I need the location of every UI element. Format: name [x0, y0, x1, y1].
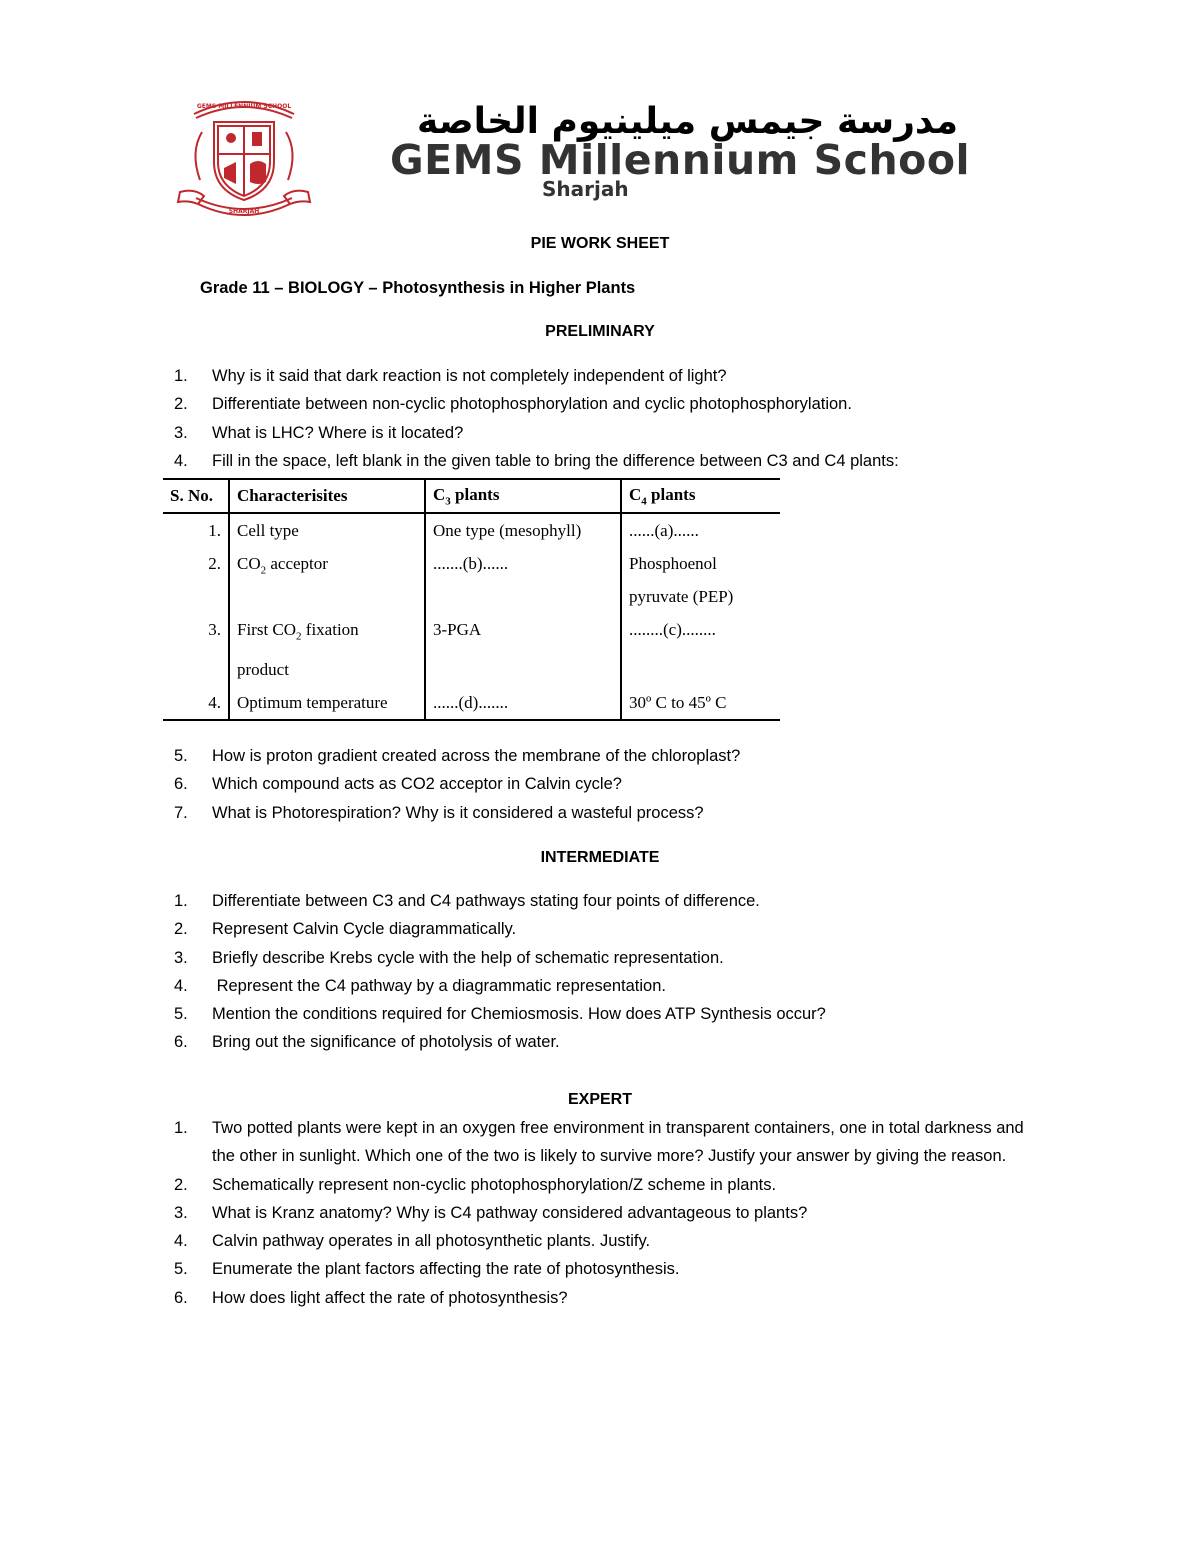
question-text: How does light affect the rate of photosynthesis?: [212, 1288, 568, 1307]
list-item: [170, 799, 1070, 827]
question-text: Fill in the space, left blank in the given table to bring the difference between C3 and C4 plants:: [212, 451, 899, 470]
list-item: [170, 1000, 1070, 1028]
question-number: 7.: [174, 803, 188, 822]
column-header-c4: $C_4$ plants: [621, 479, 780, 513]
question-text: Mention the conditions required for Chemiosmosis. How does ATP Synthesis occur?: [212, 1005, 826, 1024]
table-row: [163, 513, 780, 547]
question-number: 3.: [174, 948, 188, 967]
list-item: [170, 1171, 1050, 1199]
column-header-characteristics: Characterisites: [229, 479, 425, 513]
cell-c3: ......(d).......: [425, 686, 621, 720]
cell-sno: 4.: [163, 686, 229, 720]
question-text: Represent Calvin Cycle diagrammatically.: [212, 920, 517, 939]
table-row: [163, 686, 780, 720]
cell-characteristic: Optimum temperature: [229, 686, 425, 720]
cell-sno: 2.: [208, 554, 221, 573]
list-item: [170, 972, 1070, 1000]
question-text: Which compound acts as CO2 acceptor in Calvin cycle?: [212, 775, 622, 794]
cell-characteristic: $CO_2$ acceptor: [229, 547, 425, 613]
question-text: Schematically represent non-cyclic photophosphorylation/Z scheme in plants.: [212, 1175, 777, 1194]
question-number: 6.: [174, 775, 188, 794]
subject-line: Grade 11 – BIOLOGY – Photosynthesis in Higher Plants: [200, 279, 636, 297]
question-text: Briefly describe Krebs cycle with the help of schematic representation.: [212, 948, 724, 967]
question-text: What is LHC? Where is it located?: [212, 423, 464, 442]
question-number: 3.: [174, 423, 188, 442]
cell-characteristic: Cell type: [229, 513, 425, 547]
list-item: [170, 1199, 1050, 1227]
list-item: [170, 1227, 1050, 1255]
crest-top-text: GEMS MILLENNIUM SCHOOL: [196, 103, 292, 110]
question-text: How is proton gradient created across the membrane of the chloroplast?: [212, 747, 741, 765]
list-item: [170, 362, 1070, 390]
question-text: What is Kranz anatomy? Why is C4 pathway considered advantageous to plants?: [212, 1203, 808, 1222]
question-number: 1.: [174, 1119, 188, 1137]
school-crest-logo: [174, 92, 314, 216]
question-number: 1.: [174, 367, 188, 385]
list-item: [170, 390, 1070, 418]
cell-sno: 1.: [208, 521, 221, 540]
question-number: 2.: [174, 920, 188, 939]
list-item: [170, 944, 1070, 972]
list-item: [170, 447, 1070, 475]
column-header-c3: $C_3$ plants: [425, 479, 621, 513]
question-text: Represent the C4 pathway by a diagrammatic representation.: [212, 976, 666, 995]
section-heading-intermediate: INTERMEDIATE: [540, 849, 660, 866]
cell-characteristic: First $CO_2$ fixation product: [229, 613, 425, 686]
list-item: [170, 1028, 1070, 1056]
list-item: [170, 915, 1070, 943]
list-item: [170, 1114, 1050, 1171]
table-row: [163, 613, 780, 686]
question-number: 5.: [174, 1005, 188, 1024]
question-number: 4.: [174, 1232, 188, 1251]
question-number: 5.: [174, 747, 188, 765]
list-item: [170, 1284, 1050, 1312]
table-row: [163, 547, 780, 613]
question-text: Differentiate between C3 and C4 pathways stating four points of difference.: [212, 892, 760, 910]
section-heading-preliminary: PRELIMINARY: [545, 323, 655, 340]
school-name: GEMS Millennium School: [390, 136, 971, 184]
question-text: Bring out the significance of photolysis of water.: [212, 1033, 560, 1052]
expert-questions-list: [170, 1114, 1050, 1312]
crest-bottom-text: SHARJAH: [228, 208, 260, 215]
cell-c3: One type (mesophyll): [425, 513, 621, 547]
question-number: 5.: [174, 1260, 188, 1279]
preliminary-questions-list: [170, 362, 1070, 475]
cell-c3: 3-PGA: [425, 613, 621, 686]
section-heading-expert: EXPERT: [567, 1091, 632, 1108]
cell-c4: 30º C to 45º C: [621, 686, 780, 720]
list-item: [170, 419, 1070, 447]
question-number: 2.: [174, 1175, 188, 1194]
question-text: Calvin pathway operates in all photosynthetic plants. Justify.: [212, 1232, 651, 1251]
question-number: 6.: [174, 1288, 188, 1307]
question-number: 4.: [174, 451, 188, 470]
question-text: Enumerate the plant factors affecting the rate of photosynthesis.: [212, 1260, 680, 1279]
c3-c4-comparison-table: [163, 478, 780, 721]
school-city: Sharjah: [542, 177, 629, 201]
question-number: 4.: [174, 976, 188, 995]
question-number: 1.: [174, 892, 188, 910]
question-text: What is Photorespiration? Why is it considered a wasteful process?: [212, 803, 704, 822]
question-text: Two potted plants were kept in an oxygen free environment in transparent containers, one in total darkness and the other in sunlight. Which one of the two is likely to survive more? Justify your answer by giving the reason.: [212, 1119, 1024, 1166]
question-number: 2.: [174, 395, 188, 414]
list-item: [170, 887, 1070, 915]
list-item: [170, 1255, 1050, 1283]
intermediate-questions-list: [170, 887, 1070, 1057]
list-item: [170, 770, 1070, 798]
school-name-arabic: مدرسة جيمس ميلينيوم الخاصة: [417, 101, 958, 142]
cell-c4: ........(c)........: [621, 613, 780, 686]
question-number: 3.: [174, 1203, 188, 1222]
cell-c4: Phosphoenol pyruvate (PEP): [621, 547, 780, 613]
cell-sno: 3.: [208, 620, 221, 639]
question-text: Why is it said that dark reaction is not completely independent of light?: [212, 367, 727, 385]
list-item: [170, 742, 1070, 770]
column-header-sno: S. No.: [163, 479, 229, 513]
cell-c4: ......(a)......: [621, 513, 780, 547]
cell-c3: .......(b)......: [425, 547, 621, 613]
preliminary-questions-list-continued: [170, 742, 1070, 827]
question-text: Differentiate between non-cyclic photophosphorylation and cyclic photophosphorylation.: [212, 395, 852, 414]
table-header-row: [163, 479, 780, 513]
question-number: 6.: [174, 1033, 188, 1052]
worksheet-title: PIE WORK SHEET: [530, 235, 670, 252]
